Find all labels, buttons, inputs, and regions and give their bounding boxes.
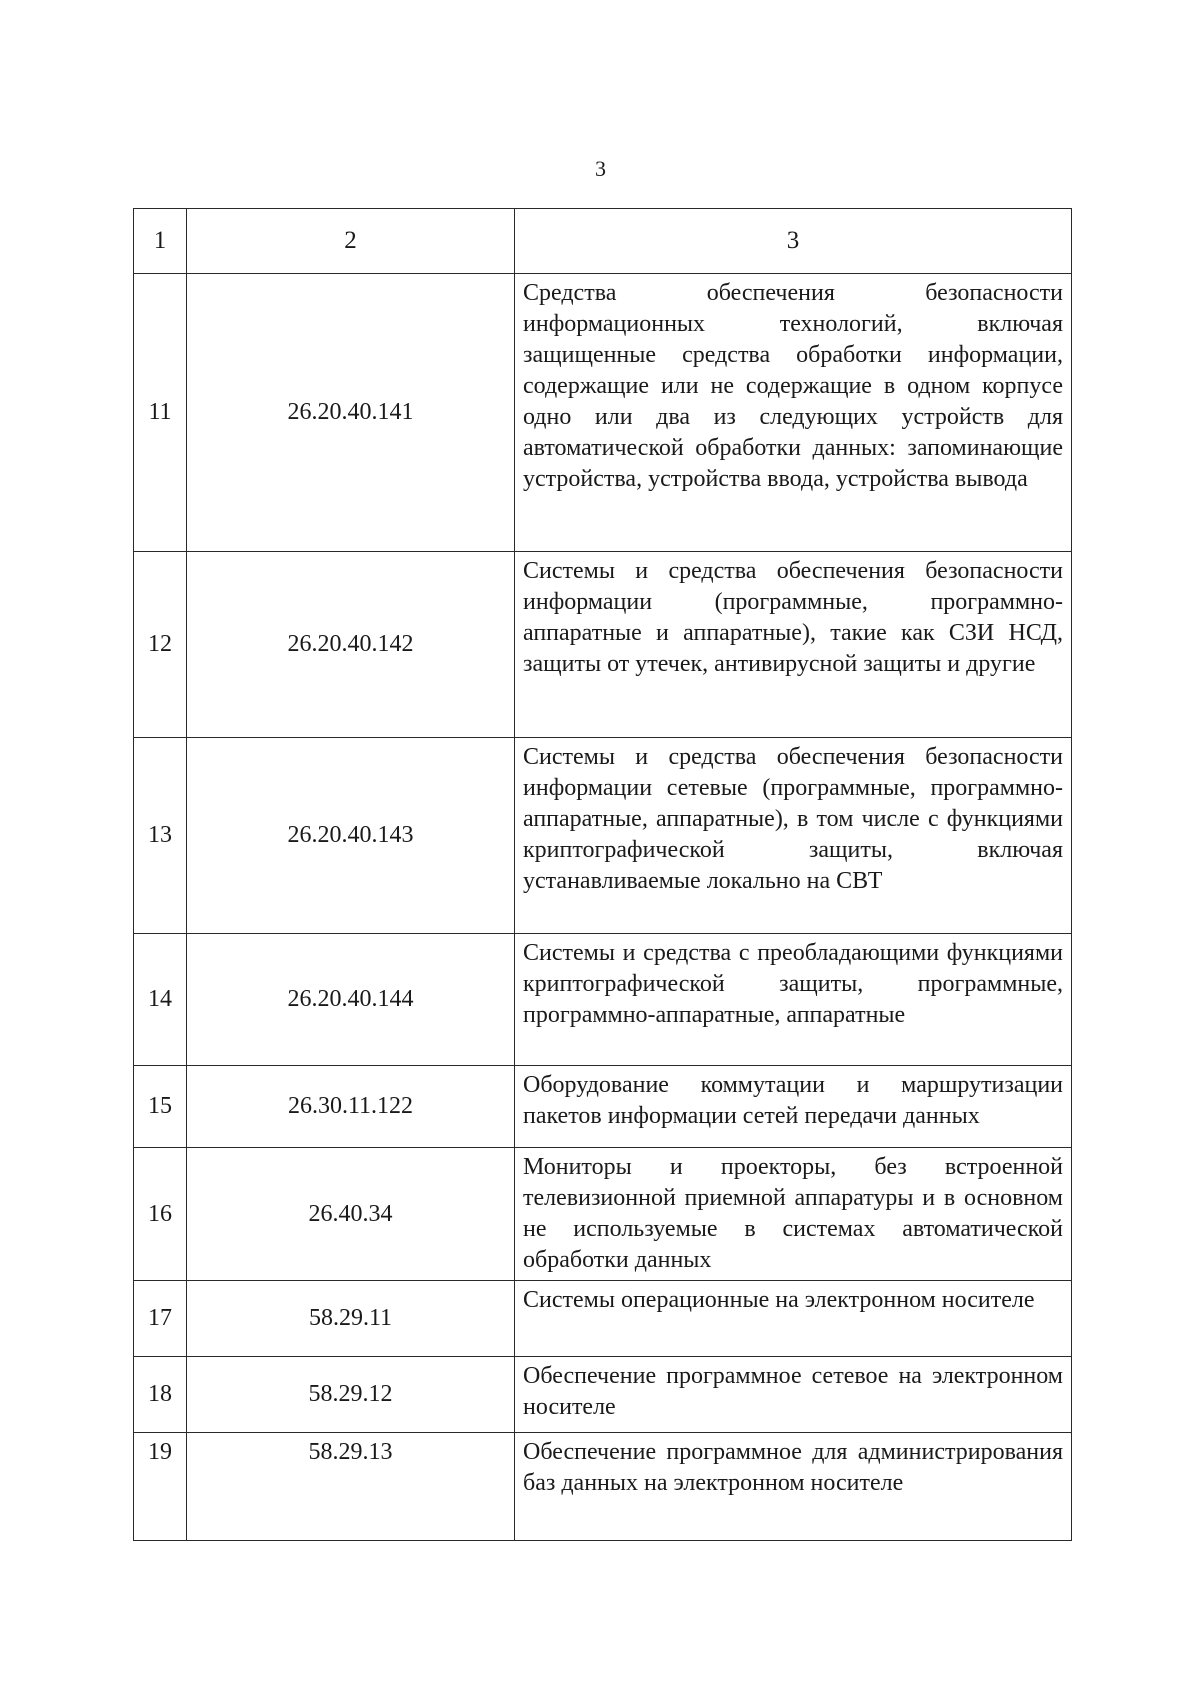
row-number: 14 [134,934,187,1066]
item-description: Мониторы и проекторы, без встроенной телевизионной приемной аппаратуры и в основном не используемые в системах автоматической обработки данных [515,1148,1072,1281]
table-header-row [134,209,1072,274]
page-number: 3 [595,156,606,181]
row-number: 16 [134,1148,187,1281]
item-description: Системы и средства обеспечения безопасности информации (программные, программно-аппаратные и аппаратные), такие как СЗИ НСД, защиты от утечек, антивирусной защиты и другие [515,552,1072,738]
okpd-code: 58.29.12 [187,1357,515,1433]
header-cell-2: 2 [187,209,515,274]
table-row [134,1066,1072,1148]
item-description: Оборудование коммутации и маршрутизации пакетов информации сетей передачи данных [515,1066,1072,1148]
table-row [134,274,1072,552]
table-row [134,1281,1072,1357]
row-number: 11 [134,274,187,552]
header-cell-1: 1 [134,209,187,274]
row-number: 17 [134,1281,187,1357]
table-row [134,1433,1072,1541]
okpd-code: 26.40.34 [187,1148,515,1281]
item-description: Системы и средства с преобладающими функциями криптографической защиты, программные, программно-аппаратные, аппаратные [515,934,1072,1066]
table-row [134,934,1072,1066]
row-number: 18 [134,1357,187,1433]
okpd-code: 26.30.11.122 [187,1066,515,1148]
okpd-code: 26.20.40.144 [187,934,515,1066]
item-description: Обеспечение программное сетевое на электронном носителе [515,1357,1072,1433]
table-row [134,1357,1072,1433]
item-description: Системы и средства обеспечения безопасности информации сетевые (программные, программно-аппаратные, аппаратные), в том числе с функциями криптографической защиты, включая устанавливаемые локально на СВТ [515,738,1072,934]
okpd-code: 58.29.11 [187,1281,515,1357]
row-number: 15 [134,1066,187,1148]
row-number: 12 [134,552,187,738]
item-description: Обеспечение программное для администрирования баз данных на электронном носителе [515,1433,1072,1541]
okpd-code: 58.29.13 [187,1433,515,1541]
table-row [134,1148,1072,1281]
table-row [134,738,1072,934]
okpd-code: 26.20.40.142 [187,552,515,738]
okpd-table [133,208,1072,1541]
item-description: Средства обеспечения безопасности информационных технологий, включая защищенные средства обработки информации, содержащие или не содержащие в одном корпусе одно или два из следующих устройств для автоматической обработки данных: запоминающие устройства, устройства ввода, устройства вывода [515,274,1072,552]
row-number: 13 [134,738,187,934]
header-cell-3: 3 [515,209,1072,274]
okpd-code: 26.20.40.141 [187,274,515,552]
row-number: 19 [134,1433,187,1541]
table-row [134,552,1072,738]
okpd-code: 26.20.40.143 [187,738,515,934]
item-description: Системы операционные на электронном носителе [515,1281,1072,1357]
